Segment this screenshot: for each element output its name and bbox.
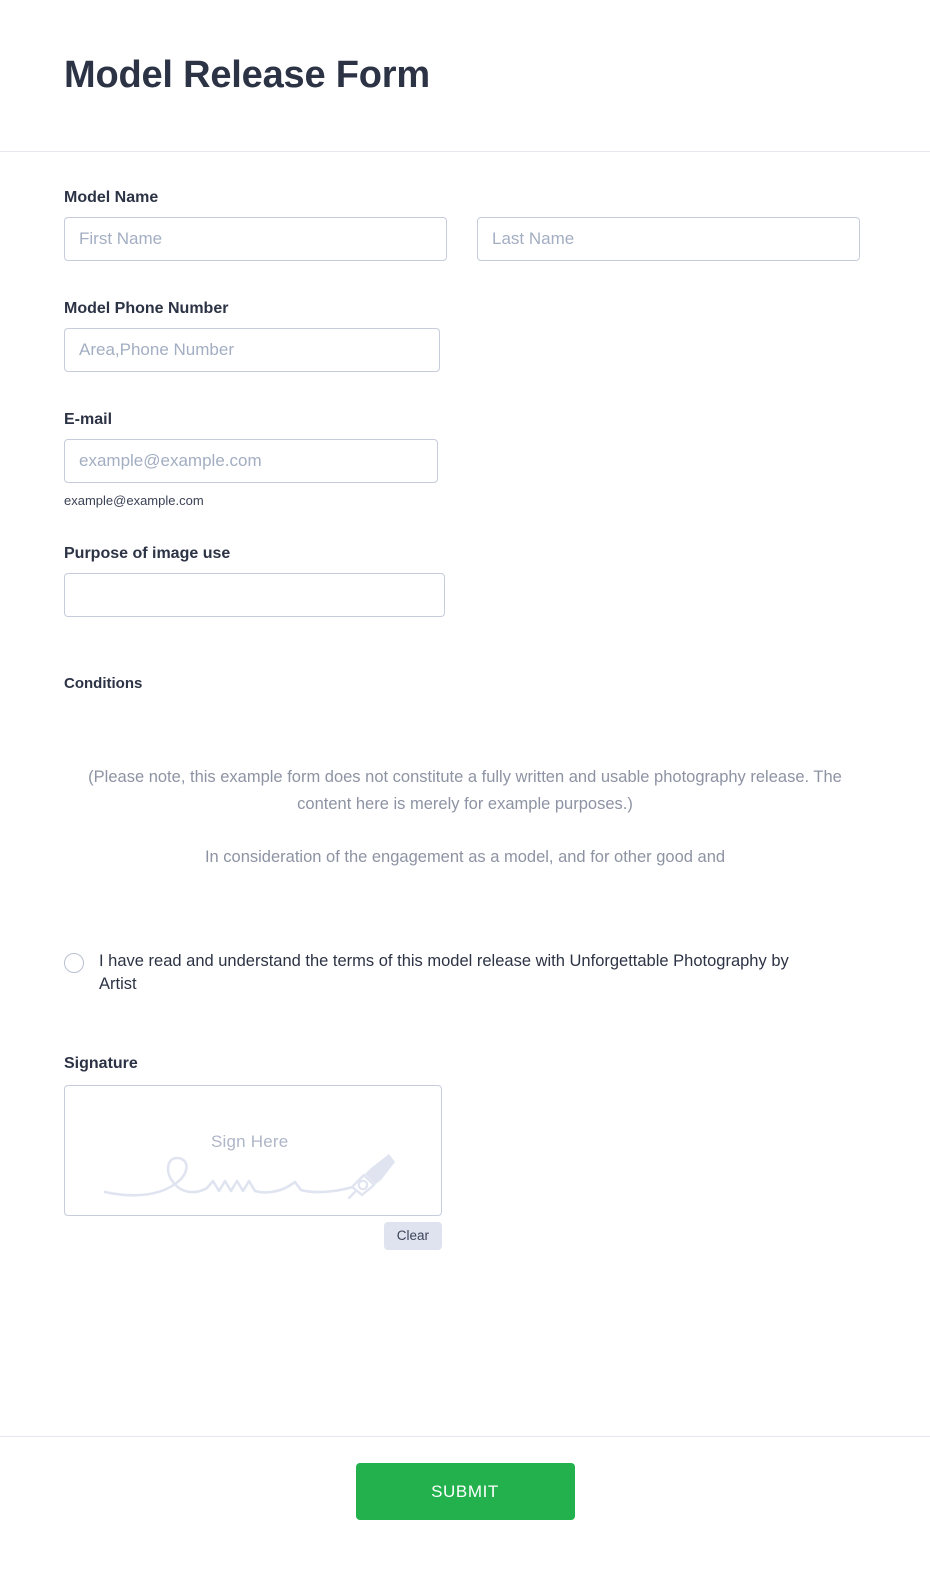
phone-input[interactable] — [64, 328, 440, 372]
form-body — [0, 152, 930, 1250]
email-hint: example@example.com — [64, 493, 204, 508]
conditions-heading: Conditions — [64, 674, 143, 692]
consent-row[interactable] — [64, 950, 866, 998]
conditions-section — [64, 675, 866, 872]
page-title: Model Release Form — [64, 53, 430, 96]
signature-pad[interactable] — [64, 1085, 442, 1216]
form-footer — [0, 1436, 930, 1593]
consent-radio[interactable] — [64, 953, 84, 973]
email-label: E-mail — [64, 411, 113, 428]
clear-signature-button[interactable]: Clear — [384, 1222, 442, 1250]
sign-here-placeholder: Sign Here — [211, 1132, 289, 1152]
conditions-paragraph: (Please note, this example form does not constitute a fully written and usable photography release. The content here is merely for example purposes.) — [88, 767, 842, 814]
form-header — [0, 0, 930, 152]
field-purpose — [64, 544, 866, 617]
model-name-inputs — [64, 217, 866, 261]
field-email — [64, 410, 866, 510]
clear-button-wrap — [64, 1222, 442, 1250]
conditions-paragraph: In consideration of the engagement as a model, and for other good and — [204, 848, 726, 867]
model-phone-label: Model Phone Number — [64, 300, 229, 317]
pen-nib-icon — [349, 1154, 395, 1198]
signature-section — [64, 1055, 866, 1250]
email-input[interactable] — [64, 439, 438, 483]
field-model-name — [64, 188, 866, 261]
purpose-input[interactable] — [64, 573, 445, 617]
field-model-phone — [64, 299, 866, 372]
conditions-text — [65, 764, 865, 872]
first-name-input[interactable] — [64, 217, 447, 261]
last-name-input[interactable] — [477, 217, 860, 261]
signature-label: Signature — [64, 1055, 138, 1073]
consent-label: I have read and understand the terms of this model release with Unforgettable Photography by Artist — [99, 951, 789, 994]
model-name-label: Model Name — [64, 189, 159, 206]
submit-button[interactable]: SUBMIT — [356, 1463, 575, 1520]
purpose-label: Purpose of image use — [64, 544, 231, 562]
signature-flourish-icon — [103, 1148, 403, 1208]
